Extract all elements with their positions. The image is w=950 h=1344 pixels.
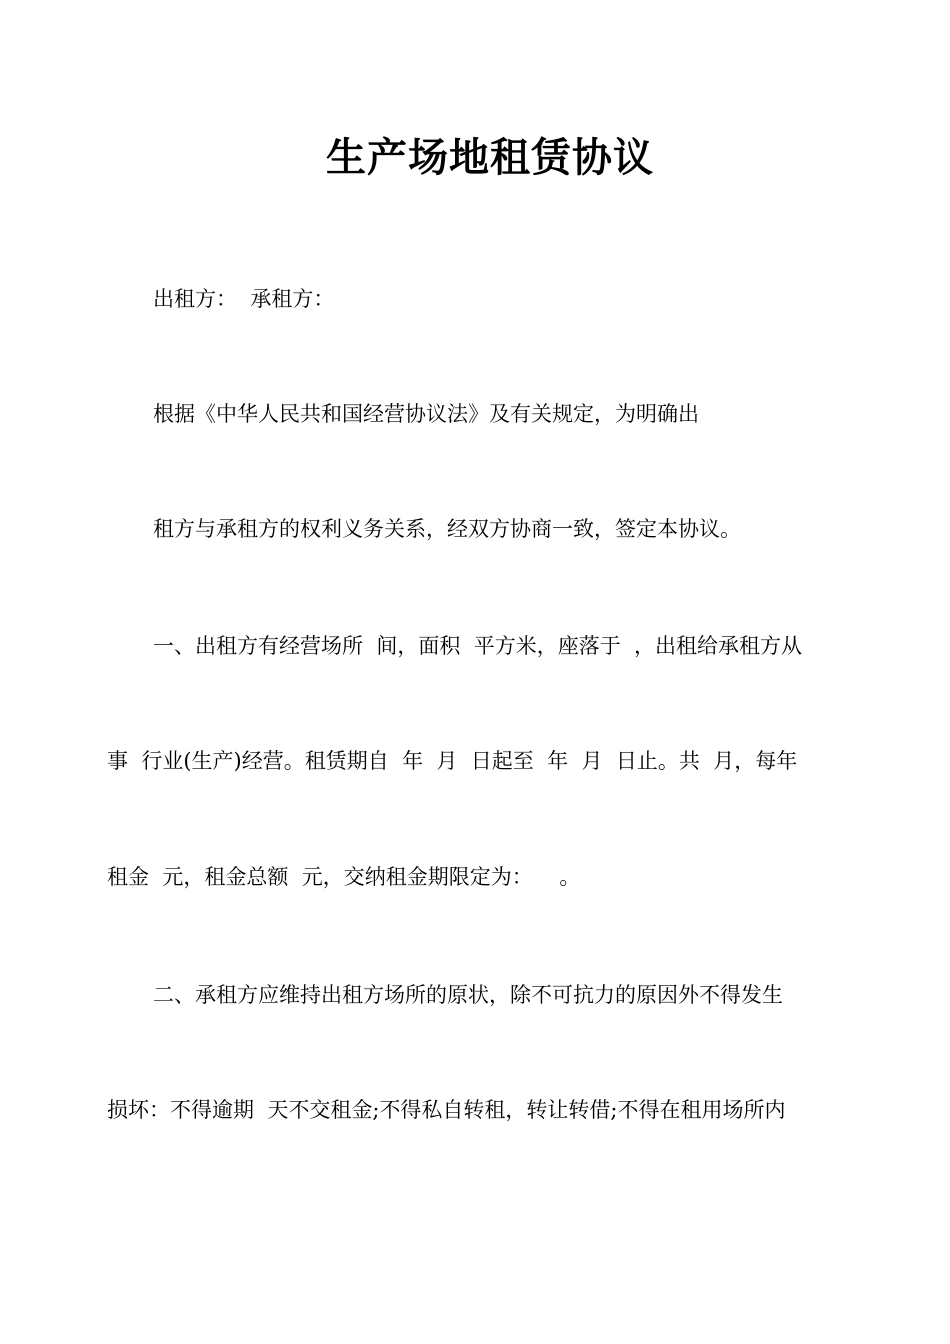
preamble-line-2: 租方与承租方的权利义务关系，经双方协商一致，签定本协议。 [153, 517, 741, 541]
clause-2-line-1: 二、承租方应维持出租方场所的原状，除不可抗力的原因外不得发生 [153, 983, 783, 1007]
document-title: 生产场地租赁协议 [326, 135, 654, 181]
preamble-line-1: 根据《中华人民共和国经营协议法》及有关规定，为明确出 [153, 402, 699, 426]
clause-1-line-3: 租金 元，租金总额 元，交纳租金期限定为： 。 [107, 865, 581, 889]
clause-1-line-2: 事 行业(生产)经营。租赁期自 年 月 日起至 年 月 日止。共 月，每年 [107, 749, 798, 773]
clause-1-line-1: 一、出租方有经营场所 间，面积 平方米，座落于 ，出租给承租方从 [153, 634, 803, 658]
parties-line: 出租方： 承租方： [153, 287, 335, 311]
clause-2-line-2: 损坏：不得逾期 天不交租金;不得私自转租，转让转借;不得在租用场所内 [107, 1098, 786, 1122]
